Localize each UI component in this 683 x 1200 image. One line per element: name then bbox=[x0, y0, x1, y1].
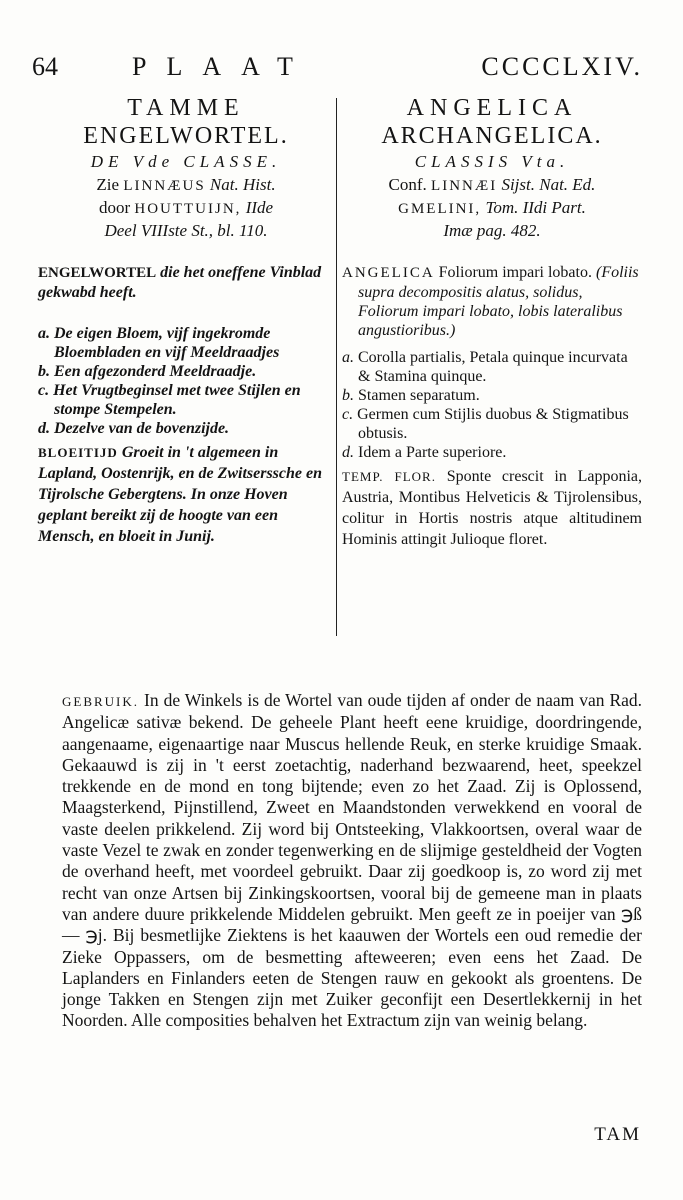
page-header bbox=[32, 52, 643, 92]
latin-description: ANGELICA Foliorum impari lobato. (Foliis supra decompositis alatus, solidus, Foliorum impari lobato, lobis lateralibus angustioribus.) bbox=[342, 264, 639, 339]
dutch-name-line1: TAMME bbox=[127, 95, 245, 121]
catchword: TAM bbox=[594, 1124, 641, 1145]
latin-ref-line1: Conf. LINNÆI Sijst. Nat. Ed. bbox=[388, 175, 596, 194]
latin-item: d. Idem a Parte superiore. bbox=[342, 444, 507, 461]
dutch-class: DE Vde CLASSE. bbox=[90, 152, 282, 171]
dutch-item: c. Het Vrugtbeginsel met twee Stijlen en stompe Stempelen. bbox=[38, 382, 301, 418]
dutch-item: d. Dezelve van de bovenzijde. bbox=[38, 420, 230, 437]
plate-label: PLAAT bbox=[132, 52, 313, 81]
dutch-ref-line2: door HOUTTUIJN, IIde bbox=[98, 198, 274, 217]
dutch-name-line2: ENGELWORTEL. bbox=[83, 123, 289, 149]
dutch-item: a. De eigen Bloem, vijf ingekromde Bloembladen en vijf Meeldraadjes bbox=[38, 325, 280, 361]
column-divider bbox=[336, 98, 337, 636]
dutch-description: ENGELWORTEL die het oneffene Vinblad gekwabd heeft. bbox=[38, 264, 322, 301]
latin-item: b. Stamen separatum. bbox=[342, 387, 480, 404]
latin-flowering: TEMP. FLOR. Sponte crescit in Lapponia, Austria, Montibus Helveticis & Tijrolensibus, colitur in Hortis nostris atque altitudinem Hominis attingit Julioque floret. bbox=[342, 468, 643, 548]
latin-figure-list bbox=[342, 348, 642, 462]
dutch-item: b. Een afgezonderd Meeldraadje. bbox=[38, 363, 257, 380]
dutch-figure-list bbox=[38, 324, 334, 438]
latin-class: CLASSIS Vta. bbox=[414, 152, 570, 171]
usage-paragraph bbox=[62, 690, 642, 1032]
dutch-ref-line3: Deel VIIIste St., bl. 110. bbox=[104, 221, 268, 240]
latin-ref-line3: Imæ pag. 482. bbox=[443, 221, 541, 240]
usage-text: In de Winkels is de Wortel van oude tijden af onder de naam van Rad. Angelicæ sativæ bekend. De geheele Plant heeft eene kruidige, doordringende, aangenaame, eigenaartige naar Muscus hellende Reuk, en sterke kruidige Smaak. Gekaauwd is zij in 't eerst zoetachtig, naderhand bezwaarend, heet, speekzel trekkende en de mond en tong bijtende; even zo het Zaad. Zij is Oplossend, Maagsterkend, Pijnstillend, Zweet en Maandstonden verwekkend en vooral de vaste deelen prikkelend. Zij word bij Ontsteeking, Vlakkoortsen, overal waar de vaste Vezel te zwak en zonder tegenwerking en de slijmige gesteldheid der Vogten de overhand heeft, met voordeel gebruikt. Daar zij goedkoop is, zo word zij met recht van onze Artsen bij Zinkingskoortsen, vooral bij de gemeene man in plaats van andere duure prikkelende Middelen gebruikt. Men geeft ze in poeijer van ℈ß — ℈j. Bij besmetlijke Ziektens is het kaauwen der Wortels een oud remedie der Zieke Oppassers, om de besmetting afteweeren; even eens het Zaad. De Laplanders en Finlanders eeten de Stengen rauw en gekookt als groentens. De jonge Takken en Stengen zijn met Zuiker geconfijt een Desertlekkernij in het Noorden. Alle composities behalven het Extractum zijn van weinig belang. bbox=[62, 690, 643, 1031]
plate-number: CCCCLXIV. bbox=[481, 52, 643, 81]
dutch-flowering: BLOEITIJD Groeit in 't algemeen in Lapland, Oostenrijk, en de Zwitserssche en Tijrolsche Gebergtens. In onze Hoven geplant bereikt zij de hoogte van een Mensch, en bloeit in Junij. bbox=[38, 444, 323, 545]
usage-heading: GEBRUIK. bbox=[62, 694, 140, 709]
latin-column bbox=[342, 94, 642, 550]
latin-name-line1: ANGELICA bbox=[406, 95, 578, 121]
page-number: 64 bbox=[32, 52, 58, 81]
latin-ref-line2: GMELINI, Tom. IIdi Part. bbox=[398, 198, 586, 217]
dutch-ref-line1: Zie LINNÆUS Nat. Hist. bbox=[96, 175, 276, 194]
latin-name-line2: ARCHANGELICA. bbox=[381, 123, 603, 149]
latin-item: c. Germen cum Stijlis duobus & Stigmatibus obtusis. bbox=[342, 406, 629, 442]
latin-item: a. Corolla partialis, Petala quinque incurvata & Stamina quinque. bbox=[342, 349, 628, 385]
dutch-column bbox=[38, 94, 334, 547]
